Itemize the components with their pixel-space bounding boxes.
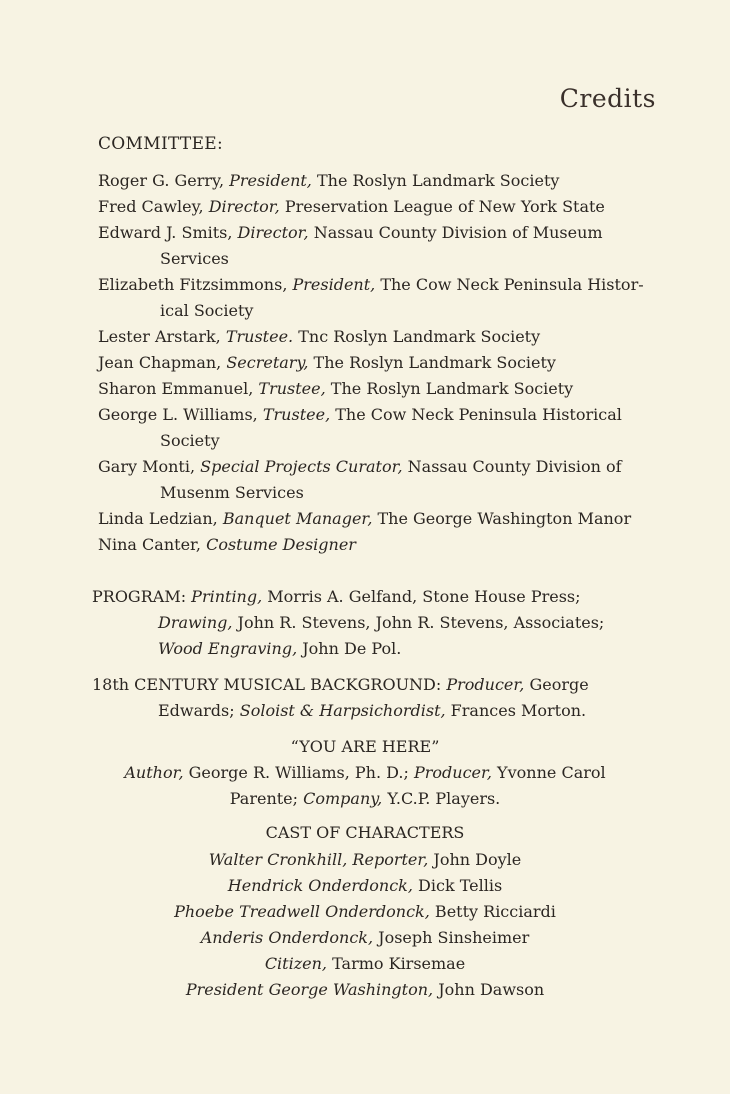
music-line-2 [92,698,672,724]
program-credits [92,584,672,662]
committee-member [98,454,658,506]
member-org: Nassau County Division of [402,457,622,476]
member-name: George L. Williams, [98,405,263,424]
member-name: Fred Cawley, [98,197,209,216]
actor-name: John Dawson [433,980,545,999]
committee-member [98,194,658,220]
member-name: Edward J. Smits, [98,223,238,242]
member-org: The Roslyn Landmark Society [308,353,556,372]
cast-list [0,847,730,1003]
member-org-continued: Musenm Services [160,483,304,502]
author-name: George R. Williams, Ph. D.; [183,763,414,782]
page-title: Credits [559,84,656,113]
member-org: Nassau County Division of Museum [308,223,603,242]
play-credits [0,760,730,812]
company-name: Y.C.P. Players. [382,789,501,808]
character-name: Hendrick Onderdonck, [227,876,413,895]
cast-row [0,847,730,873]
play-producer-name: Yvonne Carol [491,763,606,782]
play-line-1 [0,760,730,786]
committee-member [98,324,658,350]
drawing-text: John R. Stevens, John R. Stevens, Associates; [232,613,605,632]
member-name: Lester Arstark, [98,327,226,346]
play-producer-name-cont: Parente; [229,789,304,808]
member-name: Nina Canter, [98,535,207,554]
soloist-name: Frances Morton. [445,701,587,720]
character-name: Anderis Onderdonck, [200,928,374,947]
actor-name: Betty Ricciardi [429,902,556,921]
member-role: Director, [208,197,280,216]
member-name: Linda Ledzian, [98,509,223,528]
member-org: Preservation League of New York State [279,197,605,216]
member-name: Elizabeth Fitzsimmons, [98,275,293,294]
printing-text: Morris A. Gelfand, Stone House Press; [262,587,581,606]
member-org: Tnc Roslyn Landmark Society [293,327,541,346]
author-role: Author, [124,763,184,782]
member-name: Gary Monti, [98,457,201,476]
member-name: Jean Chapman, [98,353,227,372]
cast-row [0,977,730,1003]
member-org-continued: Society [160,431,220,450]
music-producer-role: Producer, [446,675,525,694]
committee-member [98,376,658,402]
committee-list [98,168,658,558]
music-label: 18th CENTURY MUSICAL BACKGROUND: [92,675,447,694]
committee-member [98,402,658,454]
member-role: Trustee, [258,379,326,398]
music-producer-name: George [524,675,589,694]
committee-member [98,168,658,194]
cast-row [0,925,730,951]
member-role: Costume Designer [206,535,356,554]
company-role: Company, [303,789,383,808]
program-line-2 [92,610,672,636]
program-line-1 [92,584,672,610]
member-org-continued: Services [160,249,229,268]
member-role: President, [229,171,312,190]
member-org: The Roslyn Landmark Society [311,171,560,190]
committee-member [98,220,658,272]
member-org: The Cow Neck Peninsula Historical [330,405,622,424]
program-line-3 [92,636,672,662]
actor-name: Joseph Sinsheimer [373,928,530,947]
cast-row [0,951,730,977]
member-role: Trustee. [225,327,294,346]
engraving-text: John De Pol. [297,639,402,658]
committee-member [98,532,658,558]
member-role: Director, [237,223,309,242]
committee-heading: COMMITTEE: [98,134,224,154]
music-line-1 [92,672,672,698]
cast-row [0,899,730,925]
member-org: The George Washington Manor [372,509,632,528]
character-name: President George Washington, [185,980,434,999]
actor-name: John Doyle [428,850,522,869]
member-role: Secretary, [226,353,309,372]
program-label: PROGRAM: [92,587,192,606]
committee-member [98,506,658,532]
member-name: Roger G. Gerry, [98,171,230,190]
member-org: The Cow Neck Peninsula Histor- [375,275,644,294]
member-role: Trustee, [262,405,331,424]
character-name: Citizen, [264,954,328,973]
member-org: The Roslyn Landmark Society [325,379,574,398]
committee-member [98,272,658,324]
play-producer-role: Producer, [413,763,492,782]
engraving-role: Wood Engraving, [158,639,298,658]
committee-member [98,350,658,376]
soloist-role: Soloist & Harpsichordist, [239,701,446,720]
character-name: Phoebe Treadwell Onderdonck, [174,902,430,921]
play-line-2 [0,786,730,812]
member-org-continued: ical Society [160,301,254,320]
member-role: Special Projects Curator, [200,457,403,476]
actor-name: Dick Tellis [412,876,503,895]
drawing-role: Drawing, [158,613,233,632]
music-credits [92,672,672,724]
actor-name: Tarmo Kirsemae [327,954,466,973]
cast-row [0,873,730,899]
member-role: Banquet Manager, [222,509,373,528]
member-name: Sharon Emmanuel, [98,379,259,398]
member-role: President, [292,275,376,294]
character-name: Walter Cronkhill, Reporter, [208,850,429,869]
play-title: “YOU ARE HERE” [290,737,440,756]
cast-heading: CAST OF CHARACTERS [265,823,465,842]
printing-role: Printing, [191,587,263,606]
music-producer-name-cont: Edwards; [158,701,240,720]
